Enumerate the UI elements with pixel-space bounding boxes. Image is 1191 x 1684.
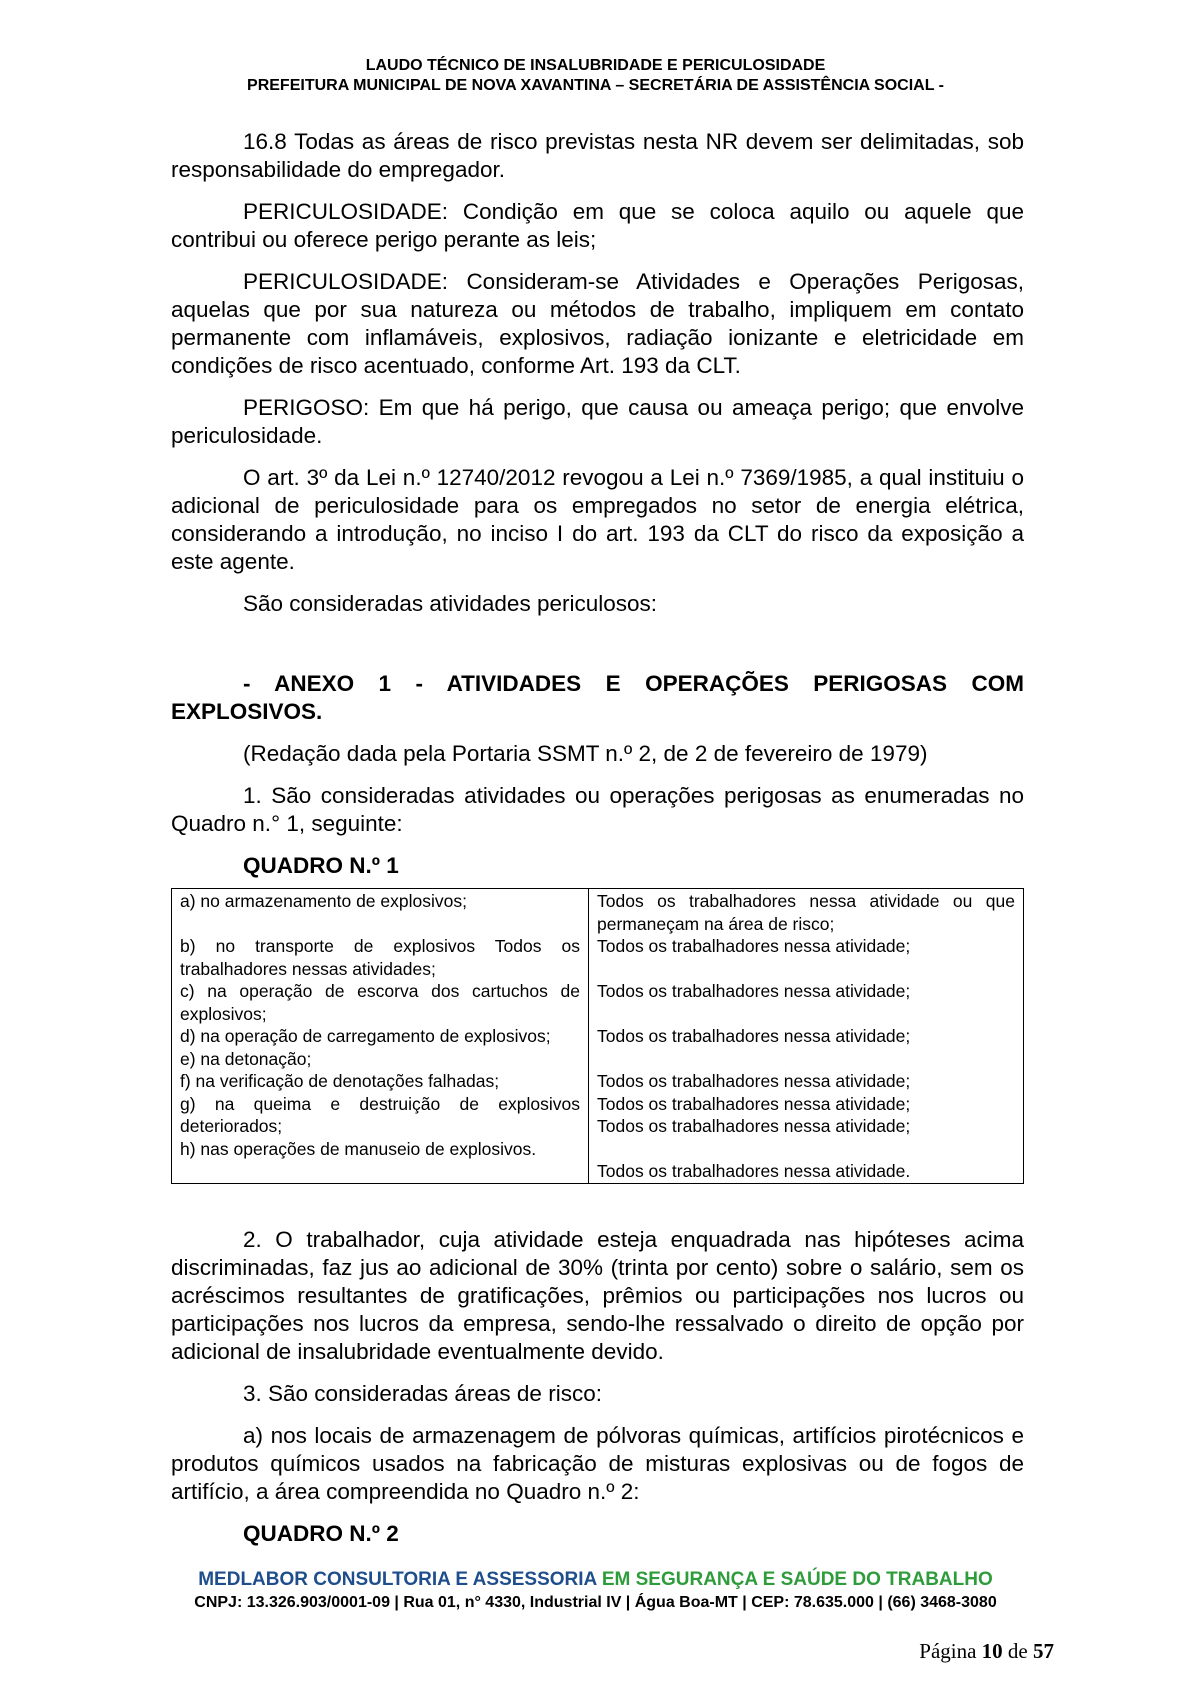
paragraph-lei-12740: O art. 3º da Lei n.º 12740/2012 revogou a Lei n.º 7369/1985, a qual instituiu o adicional de periculosidade para os empregados no setor de energia elétrica, considerando a introdução, no inciso I do art. 193 da CLT do risco da exposição a este agente. [171, 465, 1024, 574]
activity-d: d) na operação de carregamento de explosivos; [180, 1026, 551, 1046]
header-title: LAUDO TÉCNICO DE INSALUBRIDADE E PERICULOSIDADE [365, 57, 826, 74]
footer-company-tagline: EM SEGURANÇA E SAÚDE DO TRABALHO [601, 1569, 993, 1590]
activity-b: b) no transporte de explosivos Todos os trabalhadores nessas atividades; [180, 936, 580, 979]
quadro-1-table [171, 888, 1024, 1184]
paragraph-periculosidade-operations: PERICULOSIDADE: Consideram-se Atividades e Operações Perigosas, aquelas que por sua natureza ou métodos de trabalho, impliquem em contato permanente com inflamáveis, explosivos, radiação ionizante e eletricidade em condições de risco acentuado, conforme Art. 193 da CLT. [171, 269, 1024, 378]
activity-g: g) na queima e destruição de explosivos deteriorados; [180, 1093, 580, 1136]
page-number [919, 1639, 1054, 1664]
paragraph-item-2: 2. O trabalhador, cuja atividade esteja enquadrada nas hipóteses acima discriminadas, faz jus ao adicional de 30% (trinta por cento) sobre o salário, sem os acréscimos resultantes de gratificações, prêmios ou participações nos lucros ou participações nos lucros da empresa, sendo-lhe ressalvado o direito de opção por adicional de insalubridade eventualmente devido. [171, 1226, 1024, 1364]
quadro-2-title: QUADRO N.º 2 [243, 1520, 399, 1546]
page-separator: de [1007, 1639, 1028, 1663]
activity-a: a) no armazenamento de explosivos; [180, 891, 467, 911]
anexo-1-heading: - ANEXO 1 - ATIVIDADES E OPERAÇÕES PERIGOSAS COM EXPLOSIVOS. [171, 671, 1024, 724]
paragraph-16-8: 16.8 Todas as áreas de risco previstas nesta NR devem ser delimitadas, sob responsabilidade do empregador. [171, 129, 1024, 182]
activity-h: h) nas operações de manuseio de explosivos. [180, 1138, 537, 1159]
footer-company [0, 1568, 1191, 1592]
quadro-1-workers-cell [589, 889, 1024, 1184]
page-total: 57 [1033, 1639, 1054, 1663]
paragraph-atividades-periculosas: São consideradas atividades periculosos: [243, 591, 657, 616]
paragraph-item-3a: a) nos locais de armazenagem de pólvoras químicas, artifícios pirotécnicos e produtos químicos usados na fabricação de misturas explosivas ou de fogos de artifício, a área compreendida no Quadro n.º 2: [171, 1422, 1024, 1504]
paragraph-redacao-portaria: (Redação dada pela Portaria SSMT n.º 2, de 2 de fevereiro de 1979) [243, 741, 928, 766]
document-body [171, 128, 1024, 1556]
workers-e: Todos os trabalhadores nessa atividade; [597, 1071, 911, 1091]
workers-b: Todos os trabalhadores nessa atividade; [597, 936, 911, 956]
quadro-1-activities-cell [172, 889, 589, 1184]
activity-e: e) na detonação; [180, 1048, 312, 1069]
quadro-1-title: QUADRO N.º 1 [243, 853, 399, 878]
paragraph-item-3: 3. São consideradas áreas de risco: [243, 1380, 602, 1406]
paragraph-perigoso: PERIGOSO: Em que há perigo, que causa ou ameaça perigo; que envolve periculosidade. [171, 395, 1024, 448]
paragraph-item-1: 1. São consideradas atividades ou operações perigosas as enumeradas no Quadro n.° 1, seguinte: [171, 783, 1024, 836]
section-spacer [171, 632, 1024, 670]
page-current: 10 [981, 1639, 1003, 1663]
workers-f: Todos os trabalhadores nessa atividade; [597, 1093, 911, 1114]
workers-d: Todos os trabalhadores nessa atividade; [597, 1026, 911, 1046]
activity-f: f) na verificação de denotações falhadas; [180, 1071, 500, 1091]
workers-g: Todos os trabalhadores nessa atividade; [597, 1116, 911, 1136]
footer-company-name: MEDLABOR CONSULTORIA E ASSESSORIA [198, 1569, 597, 1590]
page-footer [0, 1568, 1191, 1614]
header-subtitle: PREFEITURA MUNICIPAL DE NOVA XAVANTINA – SECRETÁRIA DE ASSISTÊNCIA SOCIAL - [247, 77, 944, 94]
activity-c: c) na operação de escorva dos cartuchos de explosivos; [180, 981, 580, 1024]
paragraph-periculosidade-definition: PERICULOSIDADE: Condição em que se coloca aquilo ou aquele que contribui ou oferece perigo perante as leis; [171, 199, 1024, 252]
workers-h: Todos os trabalhadores nessa atividade. [597, 1161, 911, 1181]
table-row [172, 889, 1024, 1184]
footer-address: CNPJ: 13.326.903/0001-09 | Rua 01, n° 4330, Industrial IV | Água Boa-MT | CEP: 78.635.000 | (66) 3468-3080 [194, 1594, 997, 1611]
workers-a: Todos os trabalhadores nessa atividade ou que permaneçam na área de risco; [597, 891, 1015, 934]
page-label: Página [919, 1639, 977, 1663]
page-header [0, 56, 1191, 96]
workers-c: Todos os trabalhadores nessa atividade; [597, 981, 911, 1001]
